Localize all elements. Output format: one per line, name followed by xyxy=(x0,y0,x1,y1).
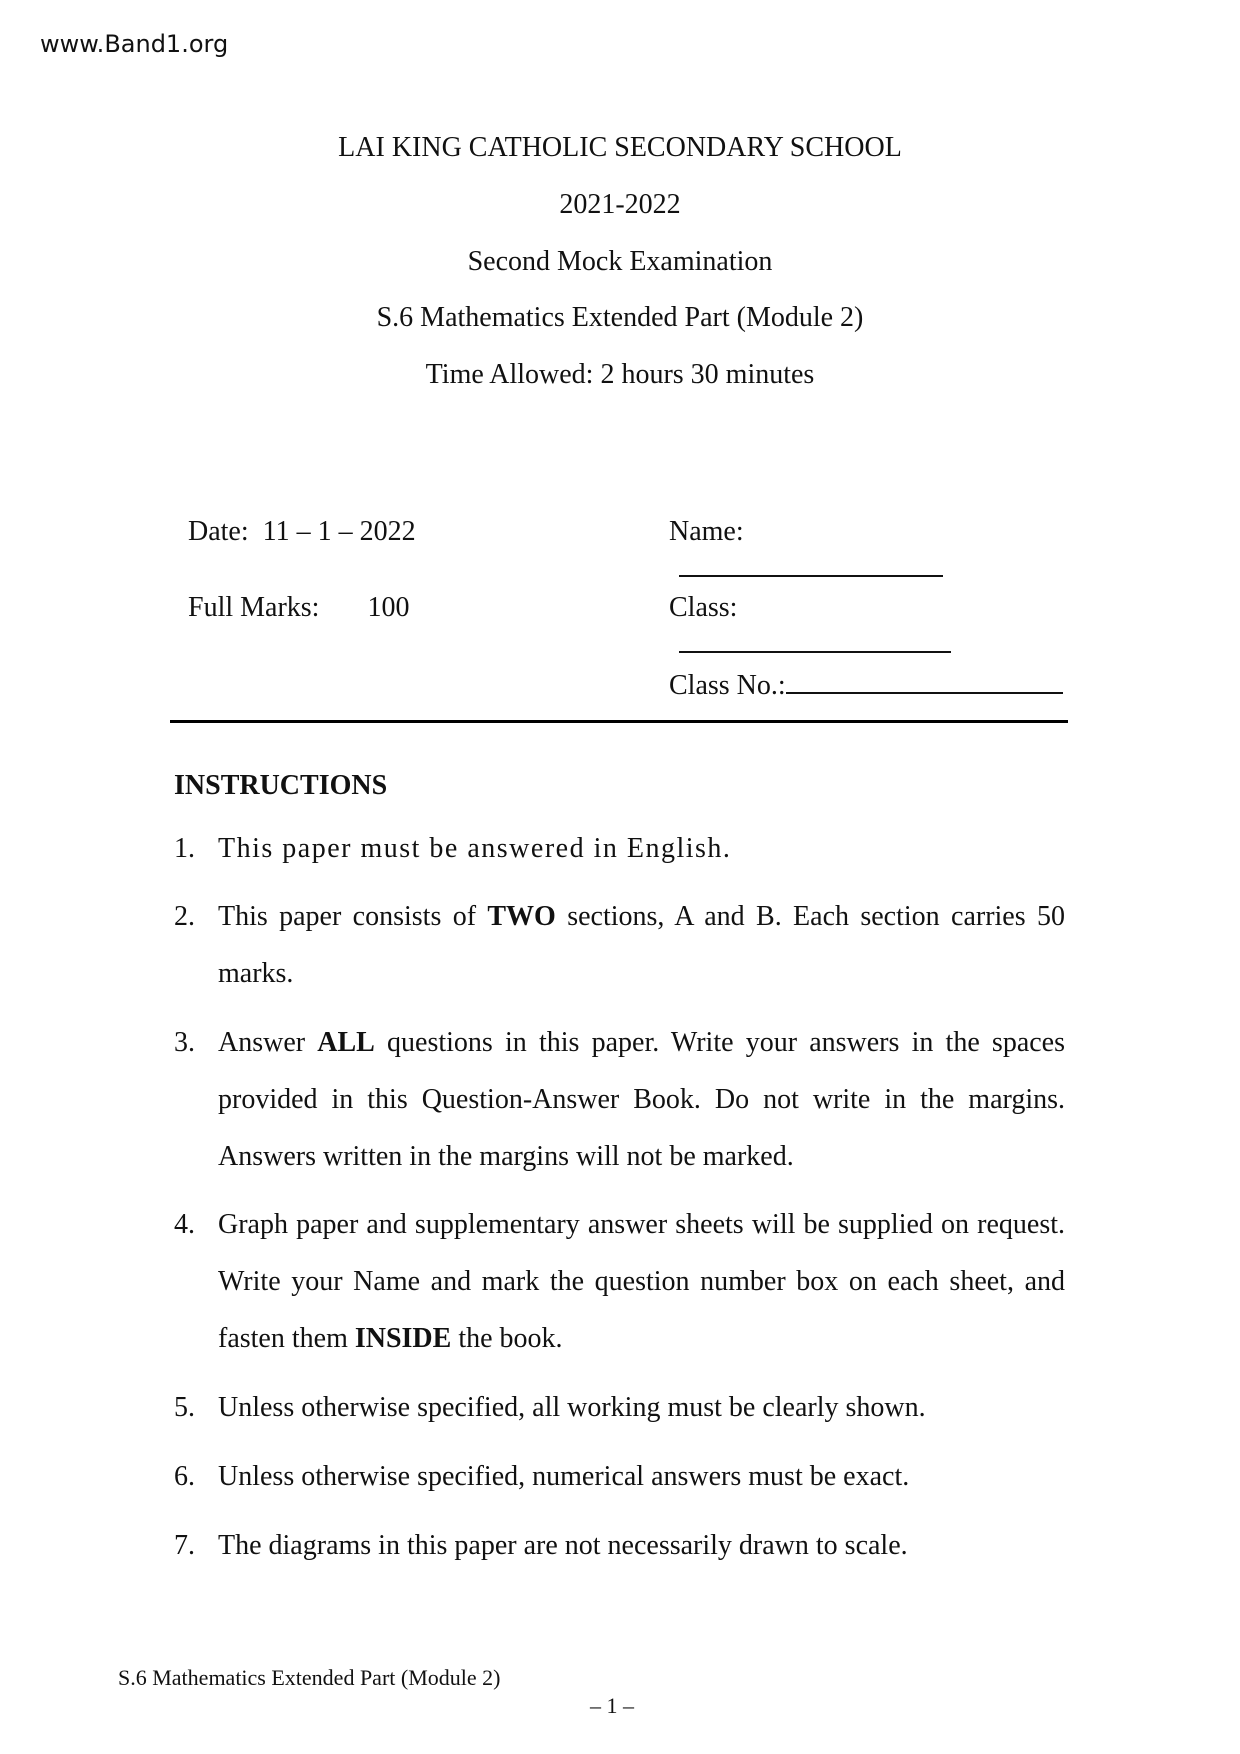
instruction-text xyxy=(218,888,1065,1002)
full-marks-field xyxy=(174,557,409,625)
instruction-number: 3. xyxy=(174,1027,195,1058)
instruction-text-part: sections, A and B. Each section carries 50 marks. xyxy=(218,901,1065,989)
instruction-text-part: This paper consists of xyxy=(218,901,488,932)
full-marks-value: 100 xyxy=(367,592,410,623)
instruction-number: 5. xyxy=(174,1392,195,1423)
instruction-item xyxy=(174,1448,1065,1505)
divider-rule xyxy=(170,720,1068,723)
instruction-text xyxy=(218,1517,1065,1574)
class-no-field xyxy=(655,632,1063,703)
full-marks-label: Full Marks: xyxy=(188,592,320,623)
school-name: LAI KING CATHOLIC SECONDARY SCHOOL xyxy=(338,132,902,163)
instruction-item xyxy=(174,888,1065,1002)
instruction-text xyxy=(218,1448,1065,1505)
instruction-number: 6. xyxy=(174,1461,195,1492)
instruction-text-part: Answer xyxy=(218,1027,318,1058)
instruction-item xyxy=(174,1196,1065,1367)
instruction-emphasis: ALL xyxy=(317,1027,375,1058)
instruction-number: 7. xyxy=(174,1530,195,1561)
exam-title: Second Mock Examination xyxy=(467,246,773,277)
instruction-text-part: Unless otherwise specified, all working must be clearly shown. xyxy=(218,1392,926,1423)
subject-title: S.6 Mathematics Extended Part (Module 2) xyxy=(376,302,864,333)
instruction-emphasis: TWO xyxy=(487,901,556,932)
instruction-text xyxy=(218,1014,1065,1185)
date-field xyxy=(174,481,416,549)
instruction-text-part: questions in this paper. Write your answers in the spaces provided in this Question-Answer Book. Do not write in the margins. Answers written in the margins will not be marked. xyxy=(218,1027,1066,1172)
time-allowed: Time Allowed: 2 hours 30 minutes xyxy=(425,359,815,390)
instruction-text xyxy=(218,1379,1065,1436)
date-value: 11 – 1 – 2022 xyxy=(262,516,416,547)
instructions-title: INSTRUCTIONS xyxy=(174,770,388,801)
instruction-item xyxy=(174,1379,1065,1436)
academic-year: 2021-2022 xyxy=(559,189,681,220)
instruction-text-part: This paper must be answered in English. xyxy=(218,833,732,864)
instruction-item xyxy=(174,1014,1065,1185)
instruction-text-part: the book. xyxy=(451,1323,563,1354)
instruction-emphasis: INSIDE xyxy=(354,1323,452,1354)
class-no-label: Class No.: xyxy=(669,670,786,701)
class-label: Class: xyxy=(669,592,738,623)
instruction-text-part: The diagrams in this paper are not necessarily drawn to scale. xyxy=(218,1530,908,1561)
watermark-text: www.Band1.org xyxy=(40,30,229,58)
class-no-blank[interactable] xyxy=(786,666,1063,694)
instruction-text xyxy=(218,1196,1065,1367)
instruction-text-part: Graph paper and supplementary answer sheets will be supplied on request. Write your Name and mark the question number box on each sheet, and fasten them xyxy=(218,1209,1065,1354)
instruction-number: 2. xyxy=(174,901,195,932)
footer-subject: S.6 Mathematics Extended Part (Module 2) xyxy=(118,1665,501,1690)
instruction-item xyxy=(174,1517,1065,1574)
instruction-text-part: Unless otherwise specified, numerical answers must be exact. xyxy=(218,1461,910,1492)
date-label: Date: xyxy=(188,516,249,547)
instruction-number: 4. xyxy=(174,1209,195,1240)
page-number: – 1 – xyxy=(590,1693,634,1718)
instruction-number: 1. xyxy=(174,833,195,864)
instruction-text xyxy=(218,820,1065,877)
instruction-item xyxy=(174,820,1065,877)
name-label: Name: xyxy=(669,516,744,547)
